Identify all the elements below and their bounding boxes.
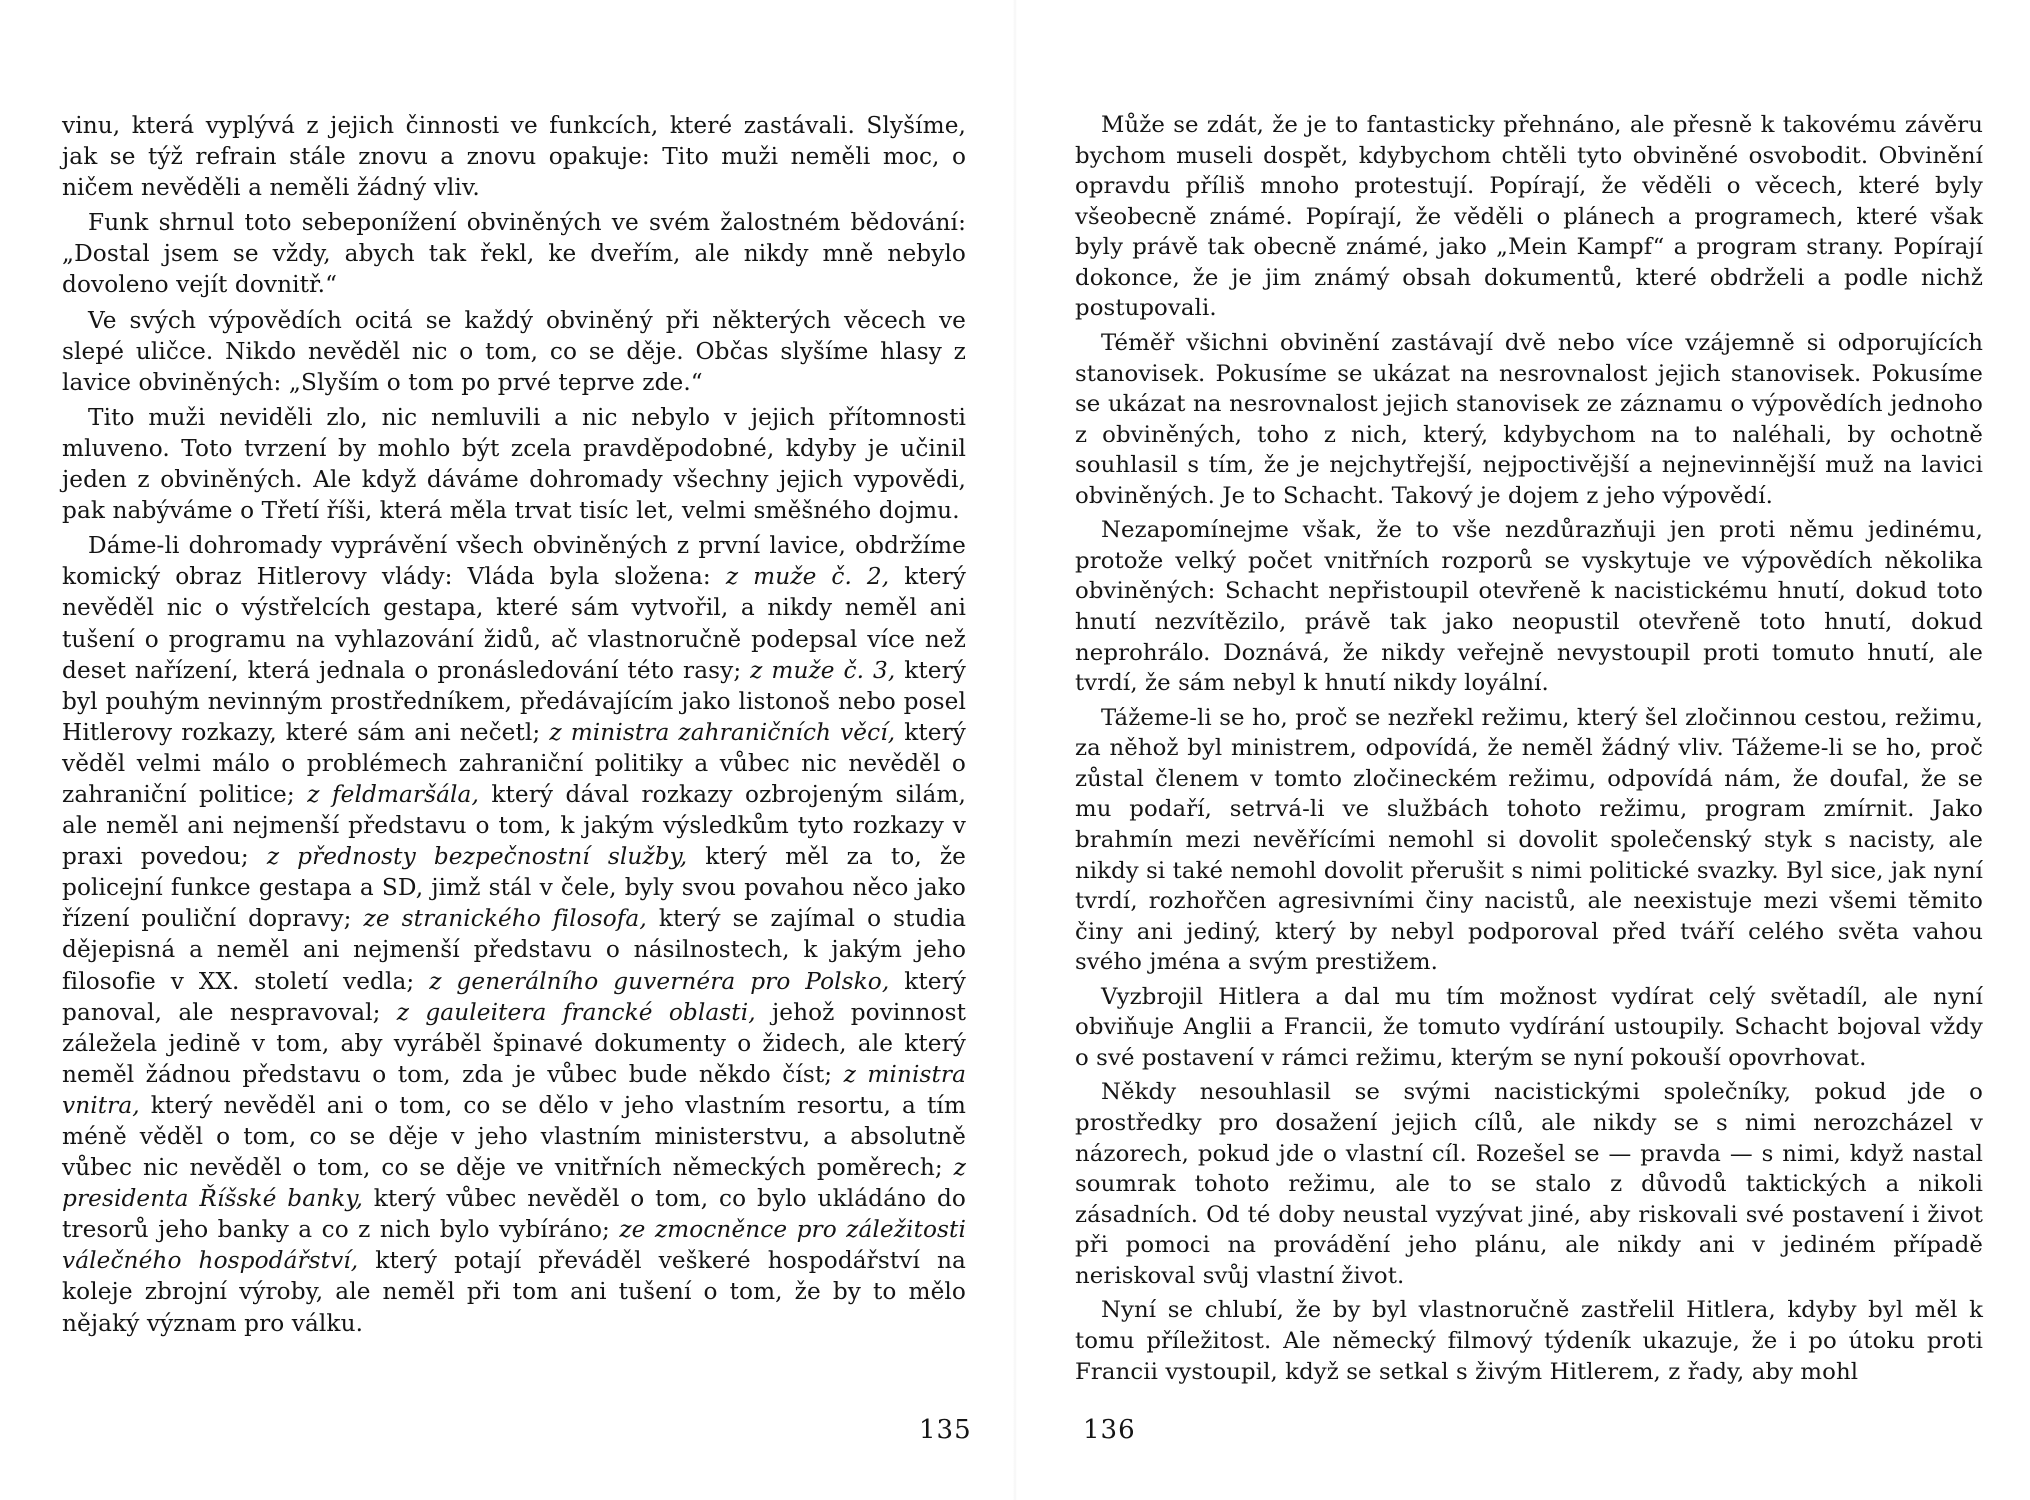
right-page [1015,0,2030,1500]
paragraph [1075,982,1983,1074]
right-page-number: 136 [1083,1415,1136,1445]
text-segment: Ve svých výpovědích ocitá se každý obviněný při některých věcech ve slepé uličce. Nikdo nevěděl nic o tom, co se děje. Občas slyšíme hlasy z lavice obviněných: „Slyším o tom po prvé teprve zde.“ [62,306,966,396]
text-segment: Funk shrnul toto sebeponížení obviněných ve svém žalostném bědování: „Dostal jsem se vždy, abych tak řekl, ke dveřím, ale nikdy mně nebylo dovoleno vejít dovnitř.“ [62,209,966,299]
text-segment: který potají převáděl veškeré hospodářství na koleje zbrojní výroby, ale neměl při tom ani tušení o tom, že by to mělo nějaký význam pro válku. [62,1247,966,1337]
italic-text-segment: z muže č. 3, [750,656,896,684]
text-segment: Vyzbrojil Hitlera a dal mu tím možnost vydírat celý světadíl, ale nyní obviňuje Anglii a Francii, že tomuto vydírání ustoupily. Schacht bojoval vždy o své postavení v rámci režimu, kterým se nyní pokouší opovrhovat. [1075,983,1983,1071]
paragraph [1075,703,1983,978]
text-segment: Nyní se chlubí, že by byl vlastnoručně zastřelil Hitlera, kdyby byl měl k tomu příležitost. Ale německý filmový týdeník ukazuje, že i po útoku proti Francii vystoupil, když se setkal s živým Hitlerem, z řady, aby mohl [1075,1297,1983,1385]
paragraph [1075,328,1983,511]
text-segment: který byl pouhým nevinným prostředníkem, předávajícím jako listonoš nebo posel Hitlerovy rozkazy, které sám ani nečetl; [62,656,967,746]
text-segment: který vůbec nevěděl o tom, co bylo ukládáno do tresorů jeho banky a co z nich bylo vybíráno; [62,1185,966,1244]
italic-text-segment: z přednosty bezpečnostní služby, [266,843,688,871]
italic-text-segment: z presidenta Říšské banky, [62,1154,966,1213]
italic-text-segment: z muže č. 2, [725,563,890,591]
paragraph [62,305,966,398]
paragraph [1075,1077,1983,1291]
text-segment: Někdy nesouhlasil se svými nacistickými společníky, pokud jde o prostředky pro dosažení jejich cílů, ale nikdy se s nimi nerozcházel v názorech, pokud jde o vlastní cíl. Rozešel se — pravda — s nimi, když nastal soumrak tohoto režimu, ale to se stalo z důvodů taktických a nikoli zásadních. Od té doby neustal vyzývat jiné, aby riskovali své postavení i život při pomoci na provádění jeho plánu, ale nikdy ani v jediném případě neriskoval svůj vlastní život. [1075,1079,1983,1289]
text-segment: Dáme-li dohromady vyprávění všech obviněných z první lavice, obdržíme komický obraz Hitlerovy vlády: Vláda byla složena: [62,532,966,591]
paragraph [1075,110,1983,324]
text-segment: který se zajímal o studia dějepisná a neměl ani nejmenší představu o násilnostech, k jakým jeho filosofie v XX. století vedla; [62,905,966,995]
text-segment: jehož povinnost záležela jedině v tom, aby vyráběl špinavé dokumenty o židech, ale který neměl žádnou představu o tom, zda je vůbec bude někdo číst; [62,998,966,1088]
italic-text-segment: ze stranického filosofa, [363,905,647,933]
paragraph [62,110,966,203]
text-segment: Může se zdát, že je to fantasticky přehnáno, ale přesně k takovému závěru bychom museli dospět, kdybychom chtěli tyto obviněné osvobodit. Obvinění opravdu příliš mnoho protestují. Popírají, že věděli o věcech, které byly všeobecně známé. Popírají, že věděli o plánech a programech, které však byly právě tak obecně známé, jako „Mein Kampf“ a program strany. Popírají dokonce, že je jim známý obsah dokumentů, které obdrželi a podle nichž postupovali. [1075,112,1983,322]
text-segment: který nevěděl nic o výstřelcích gestapa, které sám vytvořil, a nikdy neměl ani tušení o programu na vyhlazování židů, ač vlastnoručně podepsal více než deset nařízení, která jednala o pronásledování této rasy; [62,563,967,684]
italic-text-segment: z ministra zahraničních věcí, [549,718,896,746]
right-page-text [1075,110,1983,1387]
italic-text-segment: z gauleitera francké oblasti, [396,998,756,1026]
text-segment: který dával rozkazy ozbrojeným silám, ale neměl ani nejmenší představu o tom, k jakým výsledkům tyto rozkazy v praxi povedou; [62,780,966,871]
italic-text-segment: ze zmocněnce pro záležitosti válečného hospodářství, [62,1216,966,1275]
text-segment: který věděl velmi málo o problémech zahraniční politiky a vůbec nic nevěděl o zahraniční politice; [62,718,966,808]
paragraph [62,402,966,526]
left-page-text [62,110,966,1339]
paragraph [62,207,966,300]
left-page-number: 135 [919,1415,972,1445]
text-segment: Téměř všichni obvinění zastávají dvě nebo více vzájemně si odporujících stanovisek. Pokusíme se ukázat na nesrovnalost jejich stanovisek. Pokusíme se ukázat na nesrovnalost jejich stanovisek ze záznamu o výpovědích jednoho z obviněných, toho z nich, který, kdybychom na to naléhali, by ochotně souhlasil s tím, že je nejchytřejší, nejpoctivější a nejnevinnější muž na lavici obviněných. Je to Schacht. Takový je dojem z jeho výpovědí. [1075,329,1983,509]
text-segment: který nevěděl ani o tom, co se dělo v jeho vlastním resortu, a tím méně věděl o tom, co se děje v jeho vlastním ministerstvu, a absolutně vůbec nic nevěděl o tom, co se děje ve vnitřních německých poměrech; [62,1091,966,1182]
text-segment: Tito muži neviděli zlo, nic nemluvili a nic nebylo v jejich přítomnosti mluveno. Toto tvrzení by mohlo být zcela pravděpodobné, kdyby je učinil jeden z obviněných. Ale když dáváme dohromady všechny jejich vypovědi, pak nabýváme o Třetí říši, která měla trvat tisíc let, velmi směšného dojmu. [62,403,966,525]
italic-text-segment: z feldmaršála, [307,780,479,808]
text-segment: Nezapomínejme však, že to vše nezdůrazňuji jen proti němu jedinému, protože velký počet vnitřních rozporů se vyskytuje ve výpovědích několika obviněných: Schacht nepřistoupil otevřeně k nacistickému hnutí, dokud toto hnutí nezvítězilo, právě tak jako neopustil otevřeně toto hnutí, dokud neprohrálo. Doznává, že nikdy veřejně nevystoupil proti tomuto hnutí, ale tvrdí, že sám nebyl k hnutí nikdy loyální. [1075,517,1983,697]
italic-text-segment: z ministra vnitra, [62,1060,967,1119]
paragraph [1075,515,1983,698]
paragraph [62,530,966,1338]
text-segment: který měl za to, že policejní funkce gestapa a SD, jimž stál v čele, byly svou povahou něco jako řízení pouliční dopravy; [62,843,966,933]
text-segment: Tážeme-li se ho, proč se nezřekl režimu, který šel zločinnou cestou, režimu, za něhož byl ministrem, odpovídá, že neměl žádný vliv. Tážeme-li se ho, proč zůstal členem v tomto zločineckém režimu, odpovídá nám, že doufal, že se mu podaří, setrvá-li ve službách tohoto režimu, program zmírnit. Jako brahmín mezi nevěřícími nemohl si dovolit společenský styk s nacisty, ale nikdy si také nemohl dovolit přerušit s nimi politické svazky. Byl sice, jak nyní tvrdí, rozhořčen agresivními činy nacistů, ale neexistuje mezi všemi těmito činy ani jediný, který by nebyl podporoval před tváří celého světa vahou svého jména a svým prestižem. [1075,704,1983,976]
text-segment: vinu, která vyplývá z jejich činnosti ve funkcích, které zastávali. Slyšíme, jak se týž refrain stále znovu a znovu opakuje: Tito muži neměli moc, o ničem nevěděli a neměli žádný vliv. [62,112,966,202]
italic-text-segment: z generálního guvernéra pro Polsko, [429,967,890,995]
text-segment: který panoval, ale nespravoval; [62,967,966,1026]
paragraph [1075,1295,1983,1387]
